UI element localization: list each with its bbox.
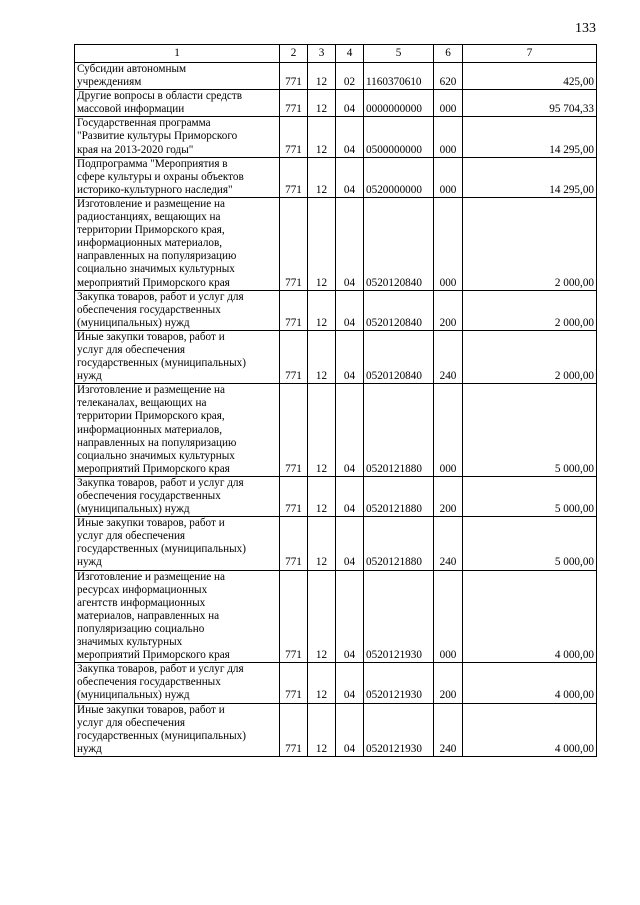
target-article-code: 0000000000 [364,90,434,117]
item-name: Изготовление и размещение на телеканалах, вещающих на территории Приморского края, информационных материалов, направленных на популяризацию социально значимых культурных мероприятий Приморского края [75,384,280,477]
section-code: 12 [308,663,336,703]
ministry-code: 771 [280,384,308,477]
amount: 4 000,00 [463,570,597,663]
section-code: 12 [308,157,336,197]
target-article-code: 0520000000 [364,157,434,197]
ministry-code: 771 [280,157,308,197]
item-name: Иные закупки товаров, работ и услуг для обеспечения государственных (муниципальных) нужд [75,703,280,756]
target-article-code: 0500000000 [364,117,434,157]
item-name: Закупка товаров, работ и услуг для обеспечения государственных (муниципальных) нужд [75,476,280,516]
section-code: 12 [308,197,336,290]
column-header: 1 [75,45,280,63]
item-name: Подпрограмма "Мероприятия в сфере культуры и охраны объектов историко-культурного наследия" [75,157,280,197]
section-code: 12 [308,384,336,477]
item-name: Государственная программа "Развитие культуры Приморского края на 2013-2020 годы" [75,117,280,157]
expense-type-code: 000 [434,90,463,117]
target-article-code: 0520121930 [364,703,434,756]
subsection-code: 04 [336,117,364,157]
subsection-code: 04 [336,290,364,330]
table-row [75,197,597,290]
section-code: 12 [308,517,336,570]
subsection-code: 04 [336,517,364,570]
subsection-code: 04 [336,90,364,117]
expense-type-code: 000 [434,157,463,197]
subsection-code: 04 [336,330,364,383]
target-article-code: 1160370610 [364,63,434,90]
table-row [75,663,597,703]
target-article-code: 0520121880 [364,517,434,570]
column-header: 3 [308,45,336,63]
subsection-code: 04 [336,384,364,477]
item-name: Иные закупки товаров, работ и услуг для обеспечения государственных (муниципальных) нужд [75,330,280,383]
table-row [75,703,597,756]
section-code: 12 [308,330,336,383]
ministry-code: 771 [280,663,308,703]
expense-type-code: 240 [434,703,463,756]
target-article-code: 0520120840 [364,290,434,330]
table-row [75,63,597,90]
expense-type-code: 000 [434,570,463,663]
amount: 14 295,00 [463,117,597,157]
column-header: 7 [463,45,597,63]
section-code: 12 [308,570,336,663]
header-row [75,45,597,63]
amount: 425,00 [463,63,597,90]
target-article-code: 0520121930 [364,663,434,703]
subsection-code: 02 [336,63,364,90]
expense-type-code: 200 [434,290,463,330]
ministry-code: 771 [280,197,308,290]
expense-type-code: 240 [434,330,463,383]
table-row [75,90,597,117]
column-header: 2 [280,45,308,63]
ministry-code: 771 [280,117,308,157]
table-row [75,384,597,477]
section-code: 12 [308,90,336,117]
ministry-code: 771 [280,330,308,383]
subsection-code: 04 [336,663,364,703]
ministry-code: 771 [280,570,308,663]
table-row [75,476,597,516]
ministry-code: 771 [280,703,308,756]
section-code: 12 [308,117,336,157]
table-row [75,330,597,383]
amount: 95 704,33 [463,90,597,117]
item-name: Изготовление и размещение на ресурсах информационных агентств информационных материалов, направленных на популяризацию социально значимых культурных мероприятий Приморского края [75,570,280,663]
ministry-code: 771 [280,290,308,330]
item-name: Другие вопросы в области средств массовой информации [75,90,280,117]
subsection-code: 04 [336,157,364,197]
subsection-code: 04 [336,703,364,756]
target-article-code: 0520121930 [364,570,434,663]
target-article-code: 0520120840 [364,197,434,290]
expense-type-code: 200 [434,663,463,703]
subsection-code: 04 [336,476,364,516]
table-row [75,570,597,663]
column-header: 6 [434,45,463,63]
amount: 4 000,00 [463,663,597,703]
amount: 5 000,00 [463,517,597,570]
expense-type-code: 620 [434,63,463,90]
amount: 5 000,00 [463,384,597,477]
table-body [75,45,597,757]
target-article-code: 0520121880 [364,476,434,516]
table-row [75,290,597,330]
table-row [75,517,597,570]
ministry-code: 771 [280,63,308,90]
section-code: 12 [308,703,336,756]
amount: 4 000,00 [463,703,597,756]
item-name: Изготовление и размещение на радиостанциях, вещающих на территории Приморского края, информационных материалов, направленных на популяризацию социально значимых культурных мероприятий Приморского края [75,197,280,290]
budget-table [74,44,597,757]
expense-type-code: 000 [434,384,463,477]
amount: 2 000,00 [463,330,597,383]
item-name: Закупка товаров, работ и услуг для обеспечения государственных (муниципальных) нужд [75,663,280,703]
section-code: 12 [308,476,336,516]
column-header: 5 [364,45,434,63]
amount: 14 295,00 [463,157,597,197]
section-code: 12 [308,290,336,330]
target-article-code: 0520120840 [364,330,434,383]
page-number: 133 [575,21,596,36]
target-article-code: 0520121880 [364,384,434,477]
item-name: Субсидии автономным учреждениям [75,63,280,90]
item-name: Иные закупки товаров, работ и услуг для обеспечения государственных (муниципальных) нужд [75,517,280,570]
amount: 5 000,00 [463,476,597,516]
ministry-code: 771 [280,476,308,516]
amount: 2 000,00 [463,197,597,290]
section-code: 12 [308,63,336,90]
expense-type-code: 000 [434,197,463,290]
subsection-code: 04 [336,197,364,290]
expense-type-code: 200 [434,476,463,516]
amount: 2 000,00 [463,290,597,330]
table-row [75,157,597,197]
table-row [75,117,597,157]
column-header: 4 [336,45,364,63]
ministry-code: 771 [280,517,308,570]
subsection-code: 04 [336,570,364,663]
expense-type-code: 000 [434,117,463,157]
ministry-code: 771 [280,90,308,117]
expense-type-code: 240 [434,517,463,570]
item-name: Закупка товаров, работ и услуг для обеспечения государственных (муниципальных) нужд [75,290,280,330]
